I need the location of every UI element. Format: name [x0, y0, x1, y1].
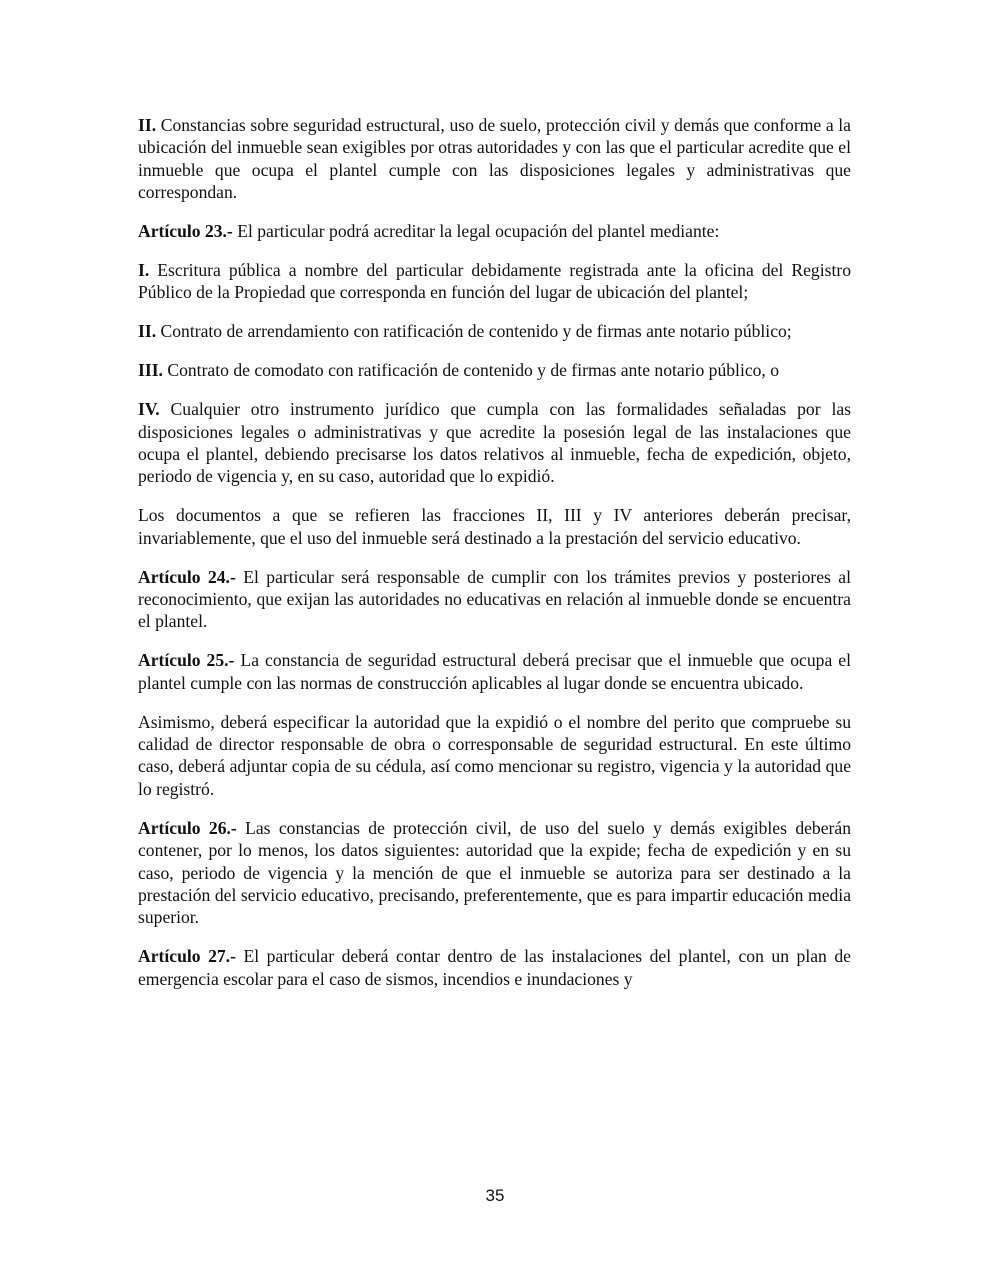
paragraph-text: El particular deberá contar dentro de las instalaciones del plantel, con un plan de emergencia escolar para el caso de sismos, incendios e inundaciones y: [138, 946, 851, 989]
paragraph-lead: II.: [138, 321, 157, 342]
paragraph-text: Los documentos a que se refieren las fracciones II, III y IV anteriores deberán precisar, invariablemente, que el uso del inmueble será destinado a la prestación del servicio educativo.: [138, 505, 851, 548]
paragraph-text: Contrato de comodato con ratificación de contenido y de firmas ante notario público, o: [162, 360, 780, 381]
paragraph-text: Las constancias de protección civil, de uso del suelo y demás exigibles deberán contener, por lo menos, los datos siguientes: autoridad que la expide; fecha de expedición y en su caso, periodo de vigencia y la mención de que el inmueble se autoriza para ser destinado a la prestación del servicio educativo, precisando, preferentemente, que es para impartir educación media superior.: [138, 817, 851, 928]
paragraph-fraction-ii-constancias: [138, 114, 851, 204]
paragraph-lead: Artículo 25.-: [138, 650, 235, 671]
paragraph-text: Contrato de arrendamiento con ratificación de contenido y de firmas ante notario público;: [156, 321, 792, 342]
paragraph-lead: Artículo 24.-: [138, 566, 236, 587]
paragraph-text: Constancias sobre seguridad estructural, uso de suelo, protección civil y demás que conforme a la ubicación del inmueble sean exigibles por otras autoridades y con las que el particular acredite que el inmueble que ocupa el plantel cumple con las disposiciones legales y administrativas que correspondan.: [138, 115, 851, 203]
paragraph-fraction-iv-instrumento: [138, 398, 851, 488]
paragraph-lead: Artículo 26.-: [138, 817, 237, 838]
paragraph-lead: Artículo 27.-: [138, 946, 236, 967]
paragraph-text: Cualquier otro instrumento jurídico que cumpla con las formalidades señaladas por las disposiciones legales o administrativas y que acredite la posesión legal de las instalaciones que ocupa el plantel, debiendo precisarse los datos relativos al inmueble, fecha de expedición, objeto, periodo de vigencia y, en su caso, autoridad que lo expidió.: [138, 399, 851, 487]
paragraph-text: Escritura pública a nombre del particular debidamente registrada ante la oficina del Registro Público de la Propiedad que corresponda en función del lugar de ubicación del plantel;: [138, 260, 851, 303]
paragraph-text: La constancia de seguridad estructural deberá precisar que el inmueble que ocupa el plantel cumple con las normas de construcción aplicables al lugar donde se encuentra ubicado.: [138, 650, 851, 693]
paragraph-lead: IV.: [138, 399, 160, 420]
paragraph-lead: III.: [138, 360, 163, 381]
page-number: 35: [485, 1186, 505, 1205]
paragraph-text: Asimismo, deberá especificar la autoridad que la expidió o el nombre del perito que compruebe su calidad de director responsable de obra o corresponsable de seguridad estructural. En este último caso, deberá adjuntar copia de su cédula, así como mencionar su registro, vigencia y la autoridad que lo registró.: [138, 711, 851, 799]
paragraph-fraction-i-escritura: [138, 259, 851, 304]
paragraph-lead: Artículo 23.-: [138, 221, 233, 242]
paragraph-lead: I.: [138, 260, 150, 281]
paragraph-fraction-iii-comodato: [138, 359, 851, 381]
paragraph-lead: II.: [138, 115, 157, 135]
paragraph-articulo-25: [138, 649, 851, 694]
paragraph-articulo-26: [138, 817, 851, 929]
paragraph-asimismo: [138, 711, 851, 801]
paragraph-articulo-24: [138, 566, 851, 633]
paragraph-text: El particular podrá acreditar la legal ocupación del plantel mediante:: [232, 221, 720, 242]
paragraph-text: El particular será responsable de cumplir con los trámites previos y posteriores al reconocimiento, que exijan las autoridades no educativas en relación al inmueble donde se encuentra el plantel.: [138, 566, 852, 632]
paragraph-articulo-23: [138, 220, 851, 242]
paragraph-fraction-ii-arrendamiento: [138, 320, 851, 342]
paragraph-articulo-27: [138, 945, 851, 990]
paragraph-documentos: [138, 504, 851, 549]
document-body: [138, 114, 851, 1007]
